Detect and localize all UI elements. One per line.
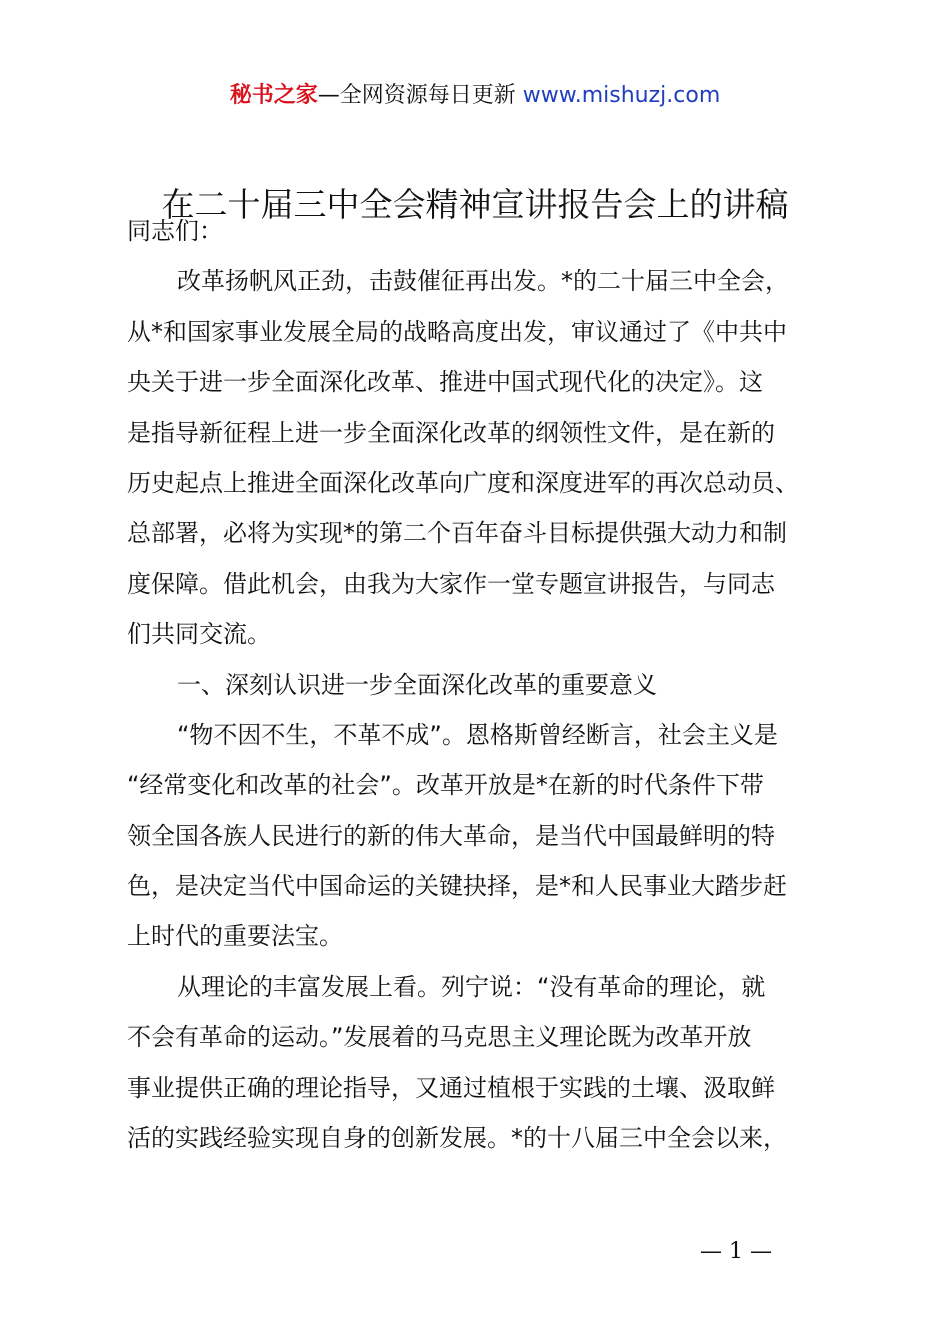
body-line: “物不因不生，不革不成”。恩格斯曾经断言，社会主义是 — [177, 720, 778, 749]
body-line: 是指导新征程上进一步全面深化改革的纲领性文件，是在新的 — [127, 418, 775, 447]
section-heading: 一、深刻认识进一步全面深化改革的重要意义 — [177, 670, 657, 699]
body-line: 历史起点上推进全面深化改革向广度和深度进军的再次总动员、 — [127, 468, 799, 497]
body-line: 央关于进一步全面深化改革、推进中国式现代化的决定》。这 — [127, 368, 763, 397]
site-url-link[interactable]: www.mishuzj.com — [522, 83, 721, 108]
body-line: 从理论的丰富发展上看。列宁说：“没有革命的理论，就 — [177, 972, 766, 1001]
body-line: 总部署，必将为实现*的第二个百年奋斗目标提供强大动力和制 — [127, 519, 787, 548]
body-line: 改革扬帆风正劲，击鼓催征再出发。*的二十届三中全会， — [177, 267, 789, 296]
body-line: 们共同交流。 — [127, 620, 271, 649]
document-body — [127, 206, 839, 1163]
body-line: 领全国各族人民进行的新的伟大革命，是当代中国最鲜明的特 — [127, 821, 775, 850]
site-header — [0, 80, 950, 112]
body-line: 事业提供正确的理论指导，又通过植根于实践的土壤、汲取鲜 — [127, 1073, 775, 1102]
body-line: “经常变化和改革的社会”。改革开放是*在新的时代条件下带 — [127, 771, 764, 800]
body-line: 不会有革命的运动。”发展着的马克思主义理论既为改革开放 — [127, 1023, 752, 1052]
salutation-line: 同志们： — [127, 217, 223, 245]
body-line: 度保障。借此机会，由我为大家作一堂专题宣讲报告，与同志 — [127, 569, 775, 598]
page-number: — 1 — — [700, 1239, 772, 1264]
document-title: 在二十届三中全会精神宣讲报告会上的讲稿 — [161, 185, 789, 224]
body-line: 上时代的重要法宝。 — [127, 922, 343, 951]
header-tagline: —全网资源每日更新 — [317, 83, 523, 108]
body-line: 从*和国家事业发展全局的战略高度出发，审议通过了《中共中 — [127, 317, 787, 346]
brand-name: 秘书之家 — [229, 83, 318, 108]
body-line: 色，是决定当代中国命运的关键抉择，是*和人民事业大踏步赶 — [127, 872, 787, 901]
body-line: 活的实践经验实现自身的创新发展。*的十八届三中全会以来， — [127, 1124, 787, 1153]
